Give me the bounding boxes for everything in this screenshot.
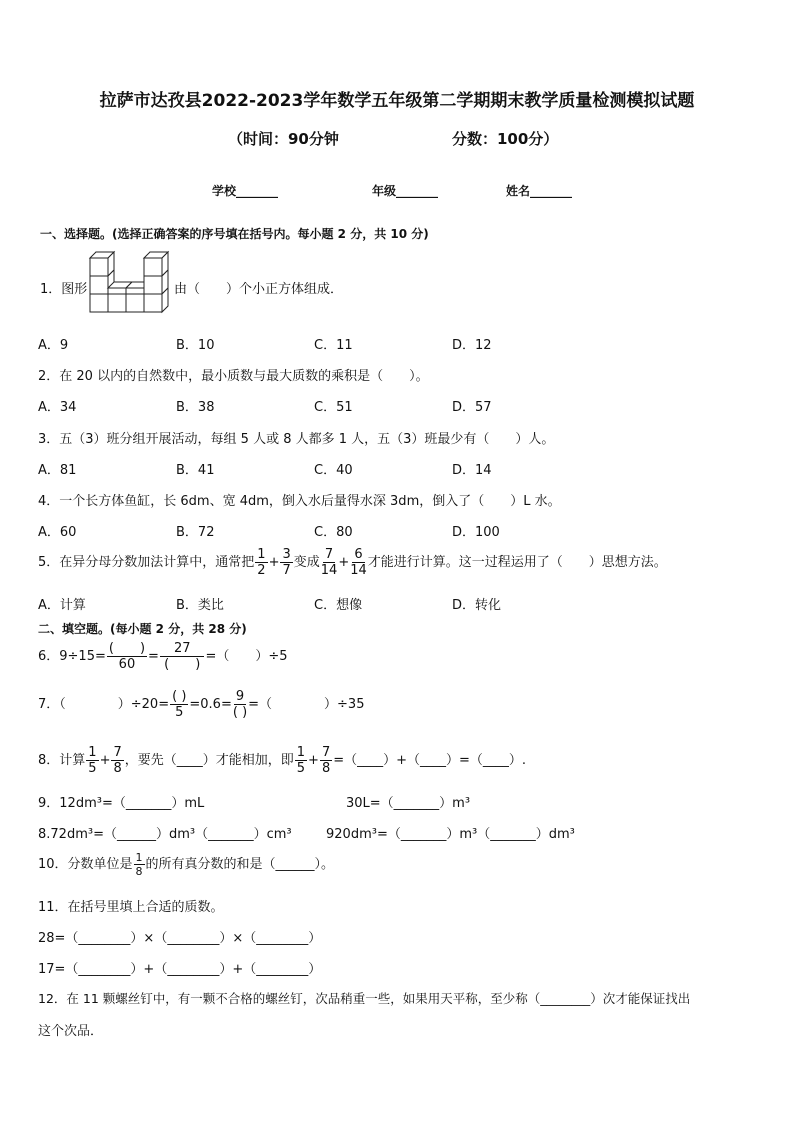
q10-text-b: 的所有真分数的和是（______）。 bbox=[145, 857, 335, 872]
name-field[interactable]: 姓名_______ bbox=[506, 184, 573, 198]
numerator: 7 bbox=[324, 547, 334, 562]
q6-fraction-1 bbox=[107, 642, 147, 671]
denominator: 8 bbox=[113, 761, 122, 776]
q2-option-c[interactable]: C．51 bbox=[314, 400, 353, 415]
q1-option-c[interactable]: C．11 bbox=[314, 338, 353, 353]
page-title: 拉萨市达孜县2022-2023学年数学五年级第二学期期末教学质量检测模拟试题 bbox=[99, 91, 695, 111]
q6-fraction-2 bbox=[160, 642, 205, 671]
q10-fraction bbox=[134, 852, 145, 877]
q2-text: 2．在 20 以内的自然数中，最小质数与最大质数的乘积是（ ）。 bbox=[38, 369, 429, 384]
denominator: 2 bbox=[257, 563, 266, 578]
q11-line-1: 28=（________）×（________）×（________） bbox=[38, 931, 322, 946]
q9-part-c: 8.72dm³=（______）dm³（_______）cm³ bbox=[38, 827, 292, 842]
q5-option-d[interactable]: D．转化 bbox=[452, 598, 502, 613]
denominator-blank[interactable]: ( ) bbox=[164, 657, 201, 672]
numerator: 7 bbox=[113, 745, 122, 760]
grade-field[interactable]: 年级_______ bbox=[372, 184, 439, 198]
q4-option-a[interactable]: A．60 bbox=[38, 525, 77, 540]
denominator: 8 bbox=[135, 865, 143, 878]
denominator: 5 bbox=[88, 761, 97, 776]
section-1-heading: 一、选择题。(选择正确答案的序号填在括号内。每小题 2 分，共 10 分) bbox=[40, 227, 429, 241]
q2-option-a[interactable]: A．34 bbox=[38, 400, 77, 415]
plus-sign: + bbox=[99, 753, 111, 768]
q4-option-b[interactable]: B．72 bbox=[176, 525, 215, 540]
score-label: 分数：100分） bbox=[452, 130, 559, 148]
time-label: （时间：90分钟 bbox=[228, 130, 339, 148]
q1-prefix: 1．图形 bbox=[40, 282, 88, 297]
q3-text: 3．五（3）班分组开展活动，每组 5 人或 8 人都多 1 人，五（3）班最少有（ ）人。 bbox=[38, 432, 555, 447]
section-2-heading: 二、填空题。(每小题 2 分，共 28 分) bbox=[38, 622, 247, 636]
q12-line-1: 12．在 11 颗螺丝钉中，有一颗不合格的螺丝钉，次品稍重一些，如果用天平称，至少称（________）次才能保证找出 bbox=[38, 991, 691, 1006]
numerator: 7 bbox=[321, 745, 331, 760]
q8-fraction-2 bbox=[111, 746, 123, 775]
q8-fraction-1 bbox=[86, 746, 98, 775]
denominator: 8 bbox=[321, 761, 331, 776]
q9-part-b: 30L=（_______）m³ bbox=[346, 796, 471, 811]
q3-option-b[interactable]: B．41 bbox=[176, 463, 215, 478]
q6-text-a: 6．9÷15= bbox=[38, 649, 106, 664]
denominator-blank[interactable]: ( ) bbox=[232, 705, 248, 720]
q5-fraction-4 bbox=[350, 548, 367, 577]
q5-fraction-1 bbox=[255, 548, 267, 577]
q7-fraction-2 bbox=[233, 690, 247, 719]
numerator-blank[interactable]: ( ) bbox=[172, 689, 187, 704]
plus-sign: + bbox=[308, 753, 319, 768]
q8-line bbox=[38, 746, 526, 775]
denominator: 14 bbox=[320, 563, 338, 578]
q5-fraction-3 bbox=[321, 548, 338, 577]
q12-line-2: 这个次品． bbox=[38, 1024, 104, 1039]
numerator-blank[interactable]: ( ) bbox=[108, 641, 146, 656]
numerator: 27 bbox=[160, 642, 205, 657]
q8-fraction-3 bbox=[295, 746, 307, 775]
q2-option-b[interactable]: B．38 bbox=[176, 400, 215, 415]
q7-text-c: =（ ）÷35 bbox=[248, 697, 365, 712]
q5-option-b[interactable]: B．类比 bbox=[176, 598, 224, 613]
q10-line bbox=[38, 852, 334, 877]
cube-figure bbox=[84, 248, 176, 316]
q1-text: 由（ ）个小正方体组成． bbox=[174, 282, 344, 297]
equals-sign: = bbox=[148, 649, 159, 664]
q3-option-c[interactable]: C．40 bbox=[314, 463, 353, 478]
q8-text-c: =（____）+（____）=（____）. bbox=[333, 753, 527, 768]
q4-option-d[interactable]: D．100 bbox=[452, 525, 500, 540]
denominator: 7 bbox=[282, 563, 291, 578]
q8-fraction-4 bbox=[320, 746, 332, 775]
q5-line bbox=[38, 548, 667, 577]
numerator: 6 bbox=[354, 547, 363, 562]
q1-option-b[interactable]: B．10 bbox=[176, 338, 215, 353]
q1-option-d[interactable]: D．12 bbox=[452, 338, 492, 353]
q7-text-a: 7．（ ）÷20= bbox=[38, 697, 170, 712]
numerator: 1 bbox=[296, 745, 306, 760]
plus-sign: + bbox=[268, 555, 280, 570]
q8-text-b: ，要先（____）才能相加，即 bbox=[124, 753, 294, 768]
q5-fraction-2 bbox=[280, 548, 292, 577]
q5-text-a: 5．在异分母分数加法计算中，通常把 bbox=[38, 555, 255, 570]
q8-text-a: 8．计算 bbox=[38, 753, 86, 768]
q9-part-a: 9．12dm³=（_______）mL bbox=[38, 796, 205, 811]
q7-text-b: =0.6= bbox=[189, 697, 232, 712]
q6-text-b: =（ ）÷5 bbox=[205, 649, 288, 664]
numerator: 9 bbox=[235, 689, 245, 704]
denominator: 5 bbox=[175, 705, 184, 720]
school-field[interactable]: 学校_______ bbox=[212, 184, 279, 198]
q9-part-d: 920dm³=（_______）m³（_______）dm³ bbox=[326, 827, 575, 842]
numerator: 1 bbox=[257, 547, 266, 562]
denominator: 5 bbox=[296, 761, 306, 776]
numerator: 1 bbox=[135, 851, 143, 864]
q7-fraction-1 bbox=[170, 690, 188, 719]
q5-text-c: 才能进行计算。这一过程运用了（ ）思想方法。 bbox=[367, 555, 667, 570]
q11-line-2: 17=（________）+（________）+（________） bbox=[38, 962, 322, 977]
plus-sign: + bbox=[338, 555, 350, 570]
q6-line bbox=[38, 642, 288, 671]
q11-text: 11．在括号里填上合适的质数。 bbox=[38, 900, 224, 915]
q3-option-a[interactable]: A．81 bbox=[38, 463, 77, 478]
denominator: 14 bbox=[350, 563, 367, 578]
q5-text-b: 变成 bbox=[293, 555, 320, 570]
q1-option-a[interactable]: A．9 bbox=[38, 338, 69, 353]
q10-text-a: 10．分数单位是 bbox=[38, 857, 133, 872]
q2-option-d[interactable]: D．57 bbox=[452, 400, 492, 415]
q3-option-d[interactable]: D．14 bbox=[452, 463, 492, 478]
q4-text: 4．一个长方体鱼缸，长 6dm、宽 4dm，倒入水后量得水深 3dm，倒入了（ ）L 水。 bbox=[38, 494, 561, 509]
q5-option-c[interactable]: C．想像 bbox=[314, 598, 363, 613]
numerator: 1 bbox=[88, 745, 97, 760]
q7-line bbox=[38, 690, 364, 719]
denominator: 60 bbox=[118, 657, 136, 672]
q5-option-a[interactable]: A．计算 bbox=[38, 598, 86, 613]
numerator: 3 bbox=[282, 547, 291, 562]
q4-option-c[interactable]: C．80 bbox=[314, 525, 353, 540]
